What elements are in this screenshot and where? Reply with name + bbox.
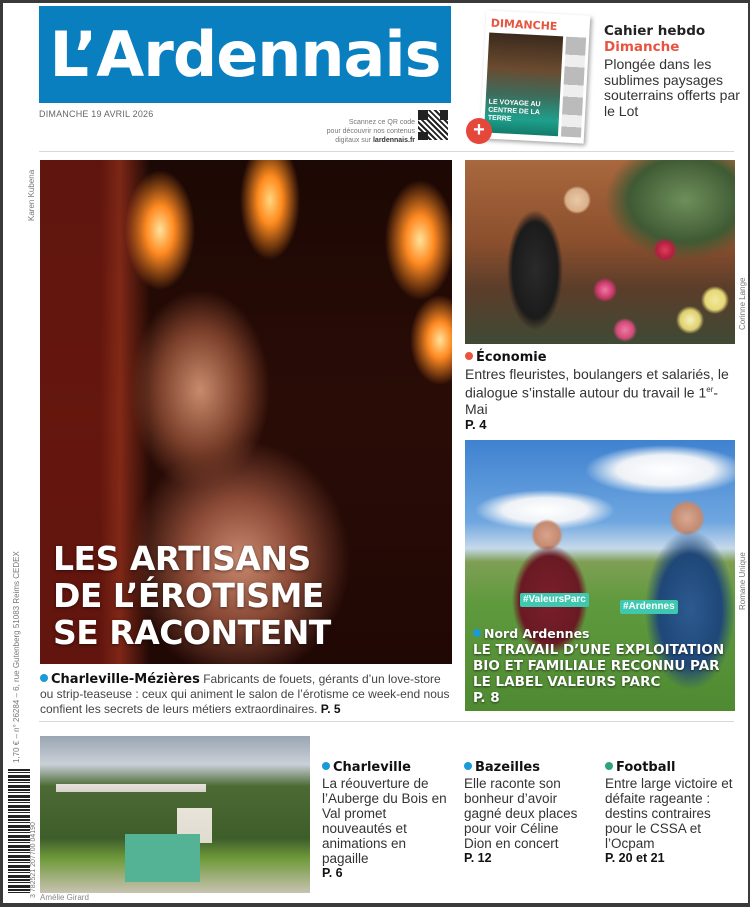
florist-photo[interactable] [465,160,735,344]
plus-icon[interactable]: + [466,118,492,144]
page-reference: P. 5 [320,702,341,716]
ardennes-sign: #Ardennes [620,600,678,614]
page-reference: P. 6 [322,866,343,880]
supplement-body: Plongée dans les sublimes paysages souterrains offerts par le Lot [604,56,740,119]
barcode-number: 3 782521 207700 04190 [30,822,37,898]
auberge-photo[interactable] [40,736,310,893]
supplement-cover-title: DIMANCHE [490,16,558,34]
divider [39,151,734,152]
section-dot-icon [464,762,472,770]
section-dot-icon [322,762,330,770]
section-dot-icon [473,629,481,637]
issue-date: DIMANCHE 19 AVRIL 2026 [39,109,154,119]
page-reference: P. 8 [473,690,500,706]
brief-football[interactable]: Football Entre large victoire et défaite rageante : destins contraires pour le CSSA et l’Ocpam P. 20 et 21 [605,759,740,865]
newspaper-front-page [3,3,748,903]
supplement-title: Cahier hebdo [604,23,706,39]
valeurs-parc-sign: #ValeursParc [520,593,589,607]
main-story-lead[interactable] [40,672,452,717]
farm-kicker: Nord Ardennes [484,626,590,641]
masthead[interactable] [39,6,451,103]
supplement-cover-headline: LE VOYAGE AU CENTRE DE LA TERRE [487,98,541,123]
page-reference: P. 4 [465,416,487,432]
photo-credit: Corinne Lange [738,277,747,330]
qr-caption: Scannez ce QR code pour découvrir nos contenus digitaux sur lardennais.fr [326,119,415,144]
photo-credit: Karen Kubena [27,169,36,221]
barcode [8,769,30,895]
economy-kicker: Économie [476,350,547,365]
brief-bazeilles[interactable]: Bazeilles Elle raconte son bonheur d’avoir gagné deux places pour voir Céline Dion en concert P. 12 [464,759,589,865]
farm-story-photo[interactable] [465,440,735,711]
imprint-text: 1,70 € – n° 26284 – 6, rue Gutenberg 51083 Reims CEDEX [12,551,21,763]
supplement-teaser[interactable] [604,23,744,119]
brief-charleville[interactable]: Charleville La réouverture de l’Auberge du Bois en Val promet nouveautés et animations en pagaille P. 6 [322,759,452,880]
farm-headline: LE TRAVAIL D’UNE EXPLOITATION BIO ET FAMILIALE RECONNU PAR LE LABEL VALEURS PARC [473,642,725,690]
section-dot-icon [465,352,473,360]
page-reference: P. 20 et 21 [605,851,665,865]
divider [39,721,734,722]
supplement-subtitle: Dimanche [604,39,680,55]
supplement-cover[interactable] [480,10,591,143]
economy-body: Entres fleuristes, boulangers et salariés, le dialogue s’installe autour du travail le 1er-Mai [465,366,729,417]
page-reference: P. 12 [464,851,492,865]
main-story-body: Fabricants de fouets, gérants d’un love-store ou strip-teaseuse : ceux qui animent le salon de l’érotisme ce week-end nous confient les secrets de leurs métiers extraordinaires. [40,672,450,716]
section-dot-icon [40,674,48,682]
cover-sidebar [561,37,586,138]
main-story-photo[interactable] [40,160,452,664]
photo-credit: Romane Unique [738,552,747,610]
farm-story-overlay [473,626,733,706]
section-dot-icon [605,762,613,770]
qr-code-icon[interactable] [417,109,449,141]
site-link[interactable]: lardennais.fr [372,137,415,144]
economy-story[interactable] [465,349,735,433]
photo-credit: Amélie Girard [40,893,89,902]
newspaper-title: L’Ardennais [49,17,441,91]
main-headline: LES ARTISANS DE L’ÉROTISME SE RACONTENT [53,539,331,652]
main-story-kicker: Charleville-Mézières [51,672,200,687]
